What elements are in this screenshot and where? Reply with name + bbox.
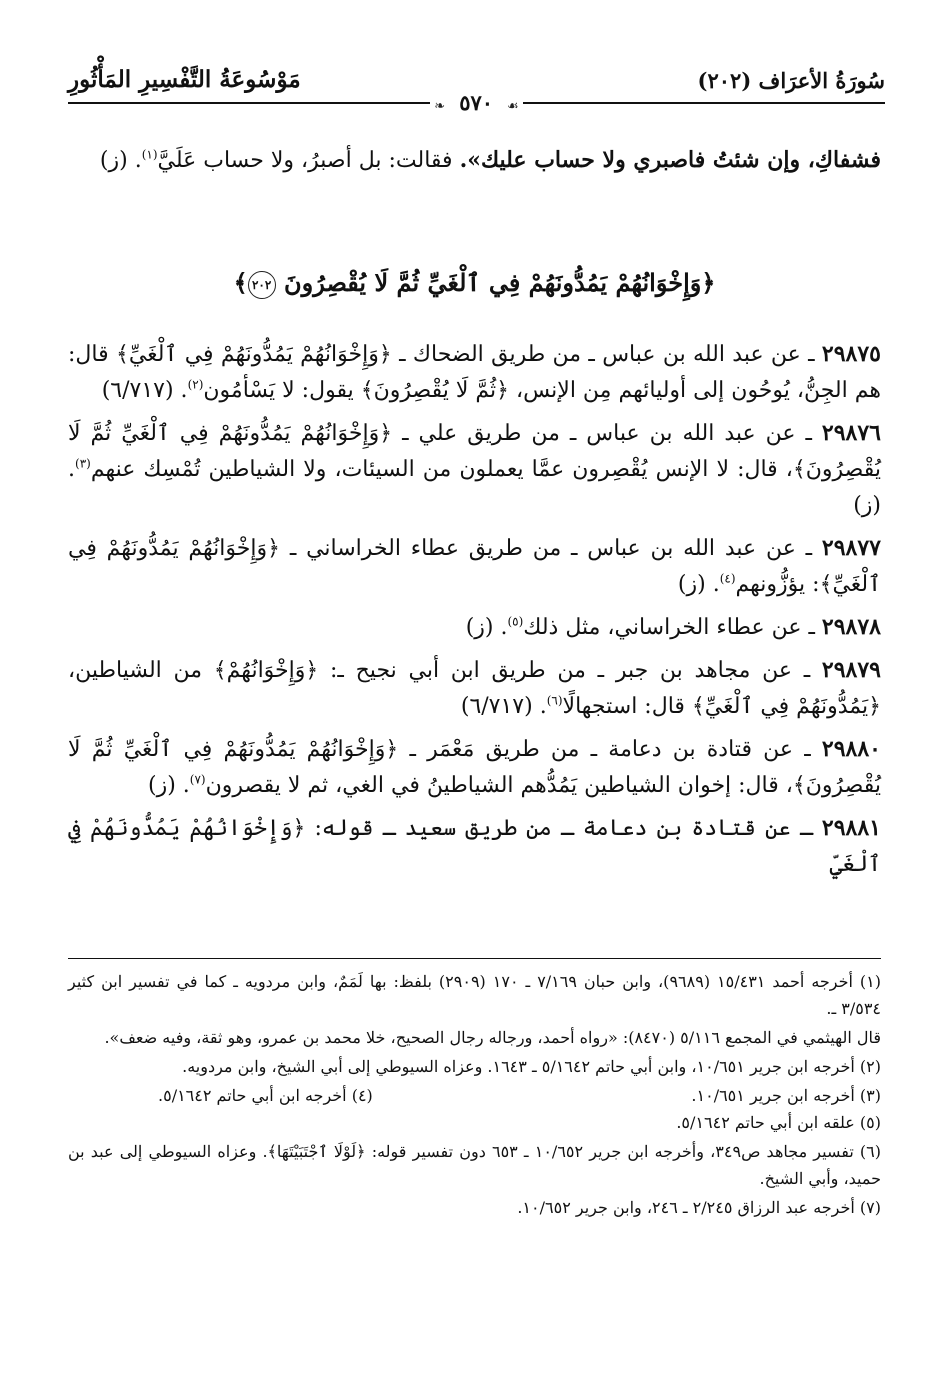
footnote-ref: (٦) [546,693,563,708]
ayah-text: ﴿وَإِخْوَانُهُمْ يَمُدُّونَهُمْ فِي ٱلْغَيِّ ثُمَّ لَا يُقْصِرُونَ [284,268,716,297]
ornament-right-icon: ☙ [503,99,523,114]
entry-number: ٢٩٨٧٩ [821,657,881,683]
intro-bold-text: فشفاكِ، وإن شئتُ فاصبري ولا حساب عليك». [459,147,881,173]
footnote: (١) أخرجه أحمد ١٥/٤٣١ (٩٦٨٩)، وابن حبان ٧/١٦٩ ـ ١٧٠ (٢٩٠٩) بلفظ: بها لَمَمٌ، وابن مردويه ـ كما في تفسير ابن كثير ٣/٥٣٤ ـ. [68,972,882,1018]
ayah-heading [68,268,881,299]
ornament-left-icon: ❧ [430,99,449,114]
footnote-divider [68,958,881,959]
intro-paragraph-block [68,142,881,183]
ayah-number-icon: ٢٠٢ [248,271,276,299]
footnote-ref: (٢) [187,377,204,392]
entry-number: ٢٩٨٧٧ [821,535,881,561]
page-header [68,62,885,115]
narration-entry [68,609,881,646]
entry-text: ـ عن عبد الله بن عباس ـ من طريق عطاء الخراساني ـ ﴿وَإِخْوَانُهُمْ يَمُدُّونَهُمْ فِي ٱلْغَيِّ﴾: يؤزُّونهم [68,536,881,597]
entry-tail: . (ز) [147,773,190,798]
ayah-close: ﴾ [233,268,248,297]
footnote: (٢) أخرجه ابن جرير ١٠/٦٥١، وابن أبي حاتم ٥/١٦٤٢ ـ ١٦٤٣. وعزاه السيوطي إلى أبي الشيخ، وابن مردويه. [182,1057,881,1076]
entry-tail: . (ز) [677,572,720,597]
intro-text: فقالت: بل أصبرُ، ولا حساب عَلَيَّ [157,148,453,173]
footnote: (٥) علقه ابن أبي حاتم ٥/١٦٤٢. [676,1113,881,1132]
entry-tail: . (ز) [465,615,508,640]
entry-text: ـ عن مجاهد بن جبر ـ من طريق ابن أبي نجيح ـ: ﴿وَإِخْوَانُهُمْ﴾ من الشياطين، ﴿يَمُدُّونَهُمْ فِي ٱلْغَيِّ﴾ قال: استجهالًا [68,658,881,719]
narrations-list [68,336,881,889]
entry-number: ٢٩٨٧٨ [821,614,881,640]
entry-text: ـ عن قتادة بن دعامة ـ من طريق سعيد ـ قوله: ﴿وَإِخْوَانُهُمْ يَمُدُّونَهُمْ فِي ٱلْغَيِّ [68,816,881,877]
footnote-ref: (٣) [75,456,91,471]
intro-paragraph [68,142,881,179]
page-number-block [68,90,885,115]
intro-tail: . (ز) [99,148,142,173]
footnote: (٧) أخرجه عبد الرزاق ٢/٢٤٥ ـ ٢٤٦، وابن جرير ١٠/٦٥٢. [517,1198,881,1217]
footnote-ref: (٤) [719,571,736,586]
entry-tail: . (ز) [68,457,881,518]
footnote-ref: (١) [141,147,158,162]
narration-entry [68,530,881,603]
narration-entry [68,731,881,804]
footnote: قال الهيثمي في المجمع ٥/١١٦ (٨٤٧٠): «رواه أحمد، ورجاله رجال الصحيح، خلا محمد بن عمرو، وهو ثقة، وفيه ضعف». [104,1028,881,1047]
entry-number: ٢٩٨٨١ [821,815,881,841]
book-title: مَوْسُوعَةُ التَّفْسِيرِ المَأْثُورِ [68,66,301,93]
footnote: (٤) أخرجه ابن أبي حاتم ٥/١٦٤٢. [158,1086,373,1105]
entry-text: ـ عن عطاء الخراساني، مثل ذلك [523,615,815,640]
footnote-ref: (٥) [507,614,524,629]
entry-number: ٢٩٨٧٦ [821,420,881,446]
narration-entry [68,336,881,409]
surah-title: سُورَةُ الأعرَاف (٢٠٢) [697,68,885,93]
entry-number: ٢٩٨٧٥ [821,341,881,367]
page-number: ٥٧٠ [449,90,503,115]
footnote-ref: (٧) [189,772,206,787]
footnote: (٦) تفسير مجاهد ص٣٤٩، وأخرجه ابن جرير ١٠/٦٥٢ ـ ٦٥٣ دون تفسير قوله: ﴿لَوْلَا ٱجْتَبَيْتَهَا﴾. وعزاه السيوطي إلى عبد بن حميد، وأبي الشيخ. [68,1142,882,1188]
entry-text: ـ عن قتادة بن دعامة ـ من طريق مَعْمَر ـ ﴿وَإِخْوَانُهُمْ يَمُدُّونَهُمْ فِي ٱلْغَيِّ ثُمَّ لَا يُقْصِرُونَ﴾، قال: إخوان الشياطين يَمُدُّهم الشياطينُ في الغي، ثم لا يقصرون [68,737,881,798]
entry-tail: . (٦/٧١٧) [460,694,547,719]
entry-text: ـ عن عبد الله بن عباس ـ من طريق علي ـ ﴿وَإِخْوَانُهُمْ يَمُدُّونَهُمْ فِي ٱلْغَيِّ ثُمَّ لَا يُقْصِرُونَ﴾، قال: لا الإنس يُقْصِرون عمَّا يعملون من السيئات، ولا الشياطين تُمْسِك عنهم [68,421,881,482]
entry-number: ٢٩٨٨٠ [821,736,881,762]
narration-entry [68,415,881,524]
footnote: (٣) أخرجه ابن جرير ١٠/٦٥١. [691,1086,881,1105]
narration-entry [68,810,881,883]
entry-tail: . (٦/٧١٧) [101,378,188,403]
entry-text: ـ عن عبد الله بن عباس ـ من طريق الضحاك ـ ﴿وَإِخْوَانُهُمْ يَمُدُّونَهُمْ فِي ٱلْغَيِّ﴾ قال: هم الجِنُّ، يُوحُون إلى أوليائهم مِن الإنس، ﴿ثُمَّ لَا يُقْصِرُونَ﴾ يقول: لا يَسْأمُون [68,342,881,403]
footnote-row [68,1082,881,1109]
footnotes [68,968,881,1223]
narration-entry [68,652,881,725]
